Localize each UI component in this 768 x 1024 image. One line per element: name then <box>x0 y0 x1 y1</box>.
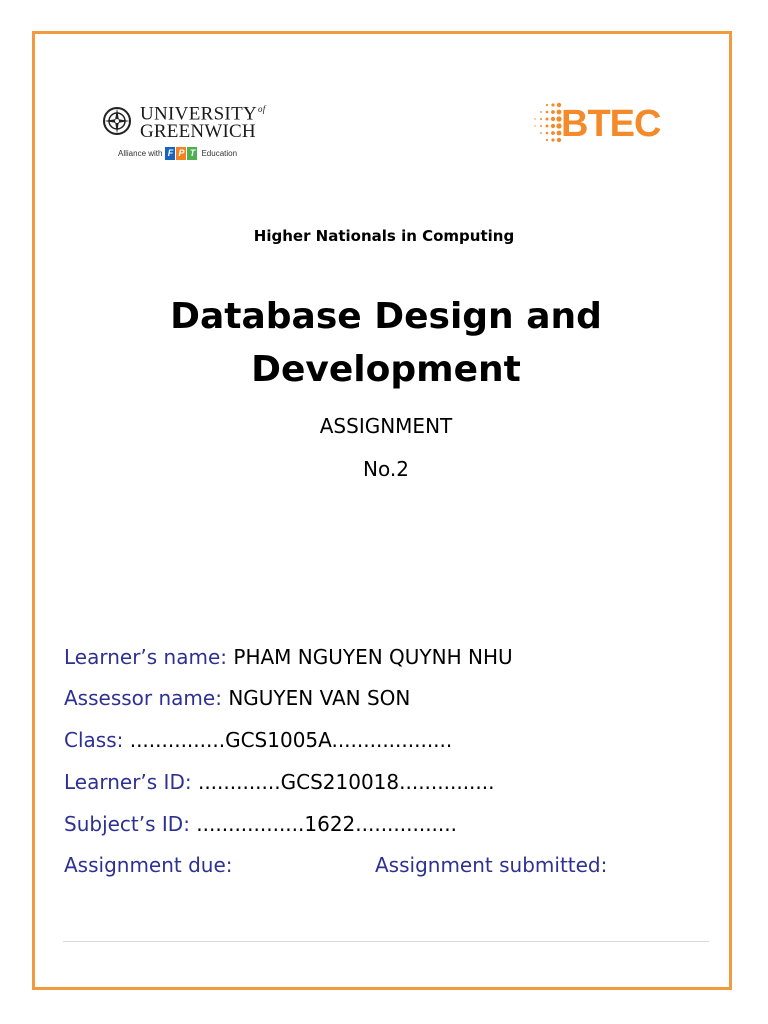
alliance-line <box>118 147 237 160</box>
btec-logo <box>533 99 693 149</box>
subject-id-row <box>64 812 457 836</box>
assignment-submitted-label-wrap <box>375 853 607 877</box>
fpt-logo <box>165 147 198 160</box>
learner-id-label: Learner’s ID: <box>64 770 192 794</box>
assignment-number: No.2 <box>363 457 409 481</box>
assignment-due-label-wrap <box>64 853 233 877</box>
title-line-2: Development <box>251 349 521 390</box>
compass-rose-icon <box>102 106 132 136</box>
subject-id-value: .................1622................ <box>196 812 457 836</box>
assessor-row <box>64 686 410 710</box>
alliance-suffix: Education <box>201 149 238 158</box>
learner-name-label: Learner’s name: <box>64 645 228 669</box>
fpt-letter-f: F <box>165 147 175 160</box>
university-text: UNIVERSITY <box>140 103 257 125</box>
learner-name-value: PHAM NGUYEN QUYNH NHU <box>233 645 513 669</box>
document-title <box>0 290 768 396</box>
class-row <box>64 728 452 752</box>
class-value: ...............GCS1005A................... <box>129 728 453 752</box>
assignment-submitted-label: Assignment submitted: <box>375 853 608 877</box>
title-line-1: Database Design and <box>170 296 602 337</box>
university-greenwich-logo <box>88 92 293 182</box>
learner-id-row <box>64 770 494 794</box>
fpt-letter-t: T <box>187 147 197 160</box>
divider <box>63 941 709 942</box>
subtitle: Higher Nationals in Computing <box>253 227 515 245</box>
of-text: of <box>258 104 266 114</box>
subject-id-label: Subject’s ID: <box>64 812 190 836</box>
assignment-label: ASSIGNMENT <box>319 414 453 438</box>
learner-name-row <box>64 645 513 669</box>
fpt-letter-p: P <box>178 148 185 158</box>
greenwich-text: GREENWICH <box>140 121 256 143</box>
alliance-prefix: Alliance with <box>118 149 163 158</box>
assessor-label: Assessor name: <box>64 686 222 710</box>
learner-id-value: .............GCS210018............... <box>197 770 495 794</box>
assessor-value: NGUYEN VAN SON <box>228 686 411 710</box>
btec-text: BTEC <box>561 103 661 145</box>
class-label: Class: <box>64 728 124 752</box>
assignment-due-label: Assignment due: <box>64 853 233 877</box>
